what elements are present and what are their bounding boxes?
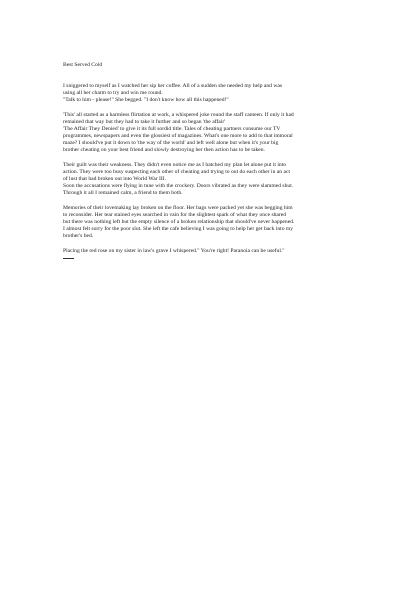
text-line: I sniggered to myself as I watched her sip her coffee. All of a sudden she needed my help and was (63, 83, 283, 89)
text-line: maze? I should've put it down to 'the way of the world' and left well alone but when it's your big (63, 140, 279, 146)
text-line: "Talk to him - please!" She begged. "I don't know how all this happened!" (63, 97, 229, 103)
paragraph-1 (63, 83, 363, 104)
paragraph-3 (63, 162, 363, 197)
text-line: of lust that had broken out into World War III. (63, 176, 166, 182)
document-title: Best Served Cold (63, 62, 103, 68)
document-page (63, 62, 363, 267)
text-line: Soon the accusations were flying in tune with the crockery. Doors vibrated as they were slammed shut. (63, 183, 294, 189)
text-line: Their guilt was their weakness. They didn't even notice me as I hatched my plan let alone put it into (63, 162, 287, 168)
text-line: but there was nothing left but the empty silence of a broken relationship that should've never happened. (63, 219, 295, 225)
text-line: 'This' all started as a harmless flirtation at work, a whispered joke round the staff canteen. If only it had (63, 112, 294, 118)
paragraph-5 (63, 248, 363, 259)
text-line: using all her charm to try and win me round. (63, 90, 163, 96)
text-line: action. They were too busy suspecting each other of cheating and trying to out do each other in an act (63, 169, 290, 175)
paragraph-4 (63, 205, 363, 240)
text-line: programmes, newspapers and even the glossiest of magazines. What's one more to add to that immoral (63, 133, 293, 139)
text-line: 'The Affair They Denied' to give it its full sordid title. Tales of cheating partners consume our TV (63, 126, 281, 132)
text-line: brother cheating on your best friend and slowly destroying her then action has to be taken. (63, 147, 265, 153)
text-line: brother's bed. (63, 233, 94, 239)
paragraph-2 (63, 112, 363, 154)
end-rule (63, 258, 74, 259)
text-line: Placing the red rose on my sister in law's grave I whispered." You're right! Paranoia can be useful." (63, 248, 285, 254)
text-line: to reconsider. Her tear stained eyes searched in vain for the slightest spark of what they once shared (63, 212, 287, 218)
text-line: Through it all I remained calm, a friend to them both. (63, 190, 183, 196)
text-line: Memories of their lovemaking lay broken on the floor. Her bags were packed yet she was begging him (63, 205, 293, 211)
text-line: I almost felt sorry for the poor slut. She left the cafe believing I was going to help her get back into my (63, 226, 294, 232)
text-line: remained that way but they had to take it further and so began 'the affair' (63, 119, 226, 125)
